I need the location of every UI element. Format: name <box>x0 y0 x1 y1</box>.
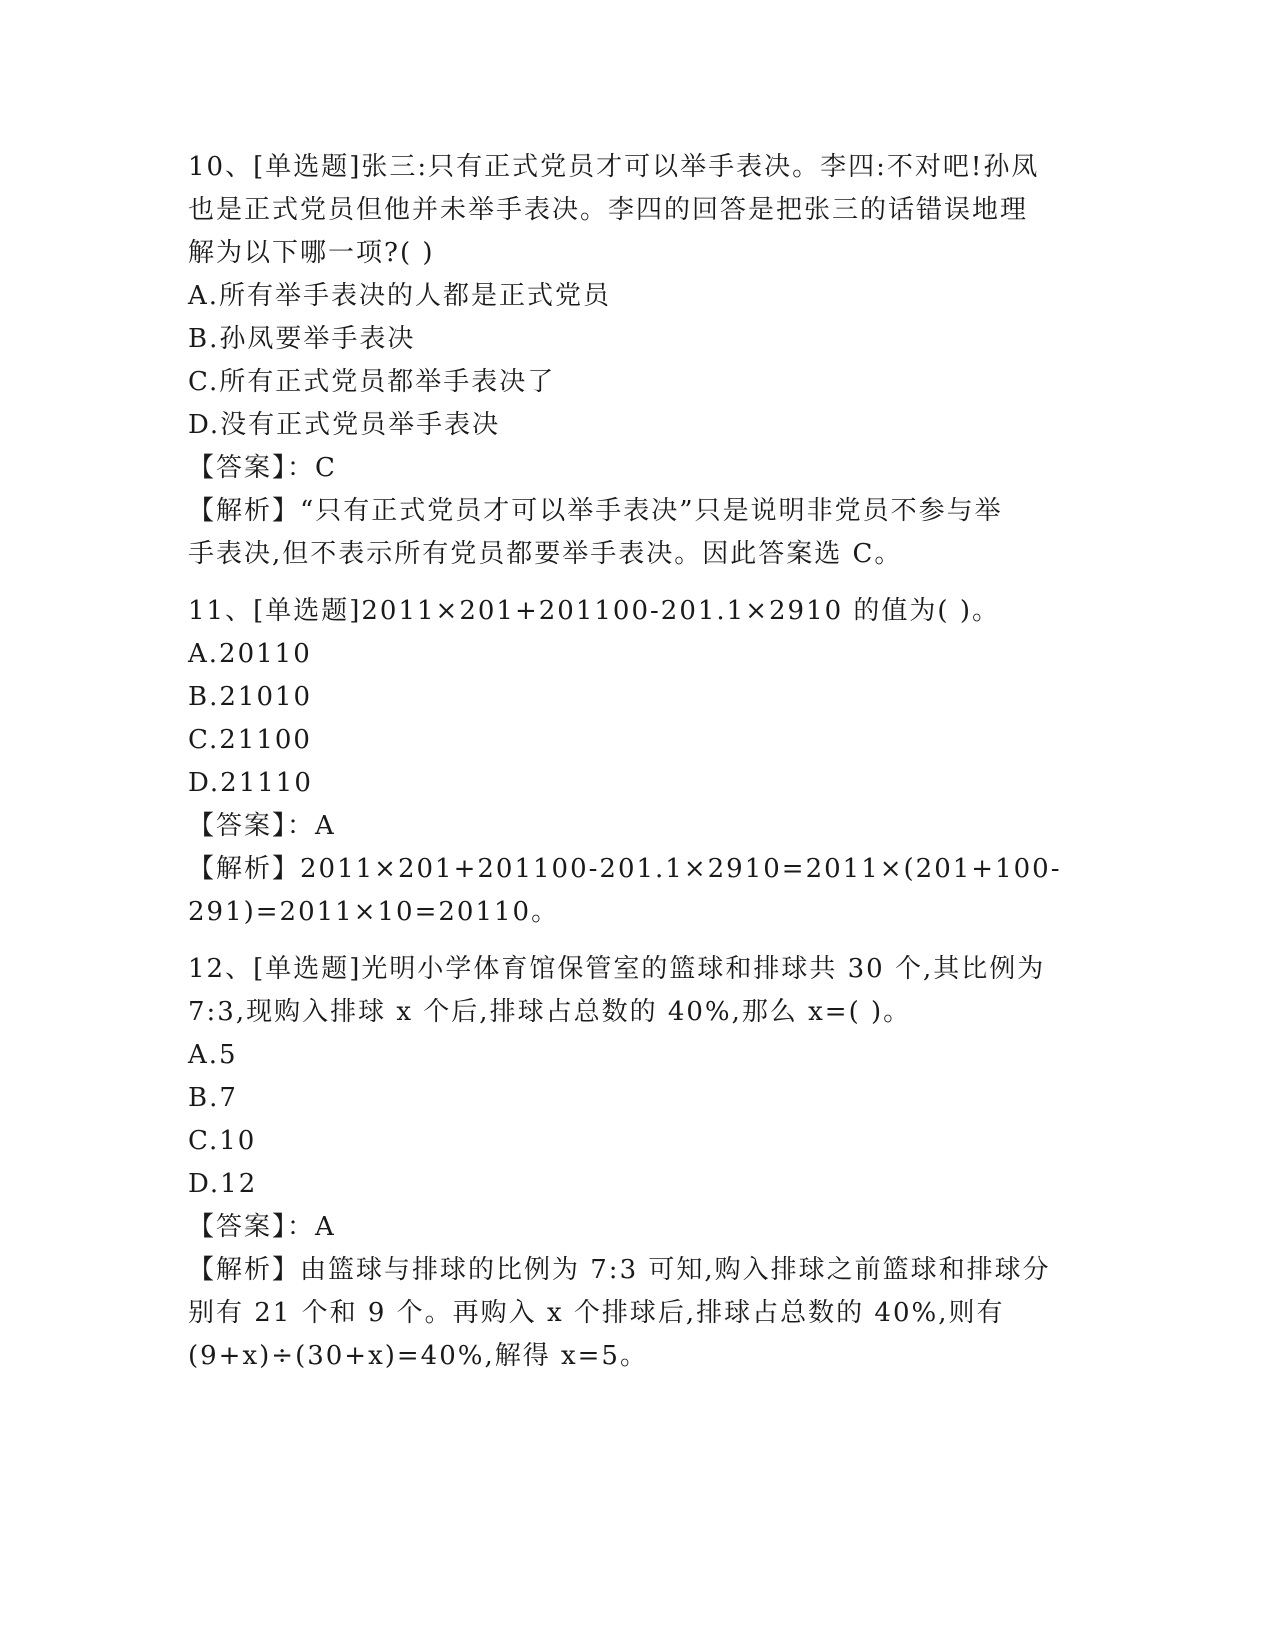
option-b: B.孙凤要举手表决 <box>188 324 416 354</box>
answer-line: 【答案】：A <box>188 811 336 841</box>
answer-line: 【答案】：A <box>188 1212 336 1242</box>
question-10 <box>188 146 1068 576</box>
analysis-line: 【解析】“只有正式党员才可以举手表决”只是说明非党员不参与举 <box>188 496 1003 526</box>
option-a: A.5 <box>188 1040 238 1070</box>
analysis-line: 别有 21 个和 9 个。再购入 x 个排球后,排球占总数的 40%,则有 <box>188 1298 1005 1328</box>
answer-line: 【答案】：C <box>188 453 337 483</box>
question-11 <box>188 590 1068 934</box>
document-page <box>188 146 1068 1378</box>
analysis-line: 【解析】2011×201+201100-201.1×2910=2011×(201+100- <box>188 854 1062 884</box>
analysis-line: 【解析】由篮球与排球的比例为 7:3 可知,购入排球之前篮球和排球分 <box>188 1255 1051 1285</box>
question-stem-line: 11、[单选题]2011×201+201100-201.1×2910 的值为( )。 <box>188 596 1000 626</box>
option-d: D.12 <box>188 1169 258 1199</box>
option-c: C.10 <box>188 1126 257 1156</box>
option-c: C.21100 <box>188 725 312 755</box>
analysis-line: (9+x)÷(30+x)=40%,解得 x=5。 <box>188 1341 648 1371</box>
option-c: C.所有正式党员都举手表决了 <box>188 367 556 397</box>
question-stem-line: 10、[单选题]张三:只有正式党员才可以举手表决。李四:不对吧!孙凤 <box>188 152 1040 182</box>
question-stem-line: 解为以下哪一项?( ) <box>188 238 435 268</box>
option-a: A.所有举手表决的人都是正式党员 <box>188 281 612 311</box>
option-b: B.21010 <box>188 682 313 712</box>
question-stem-line: 12、[单选题]光明小学体育馆保管室的篮球和排球共 30 个,其比例为 <box>188 954 1046 984</box>
option-d: D.21110 <box>188 768 313 798</box>
analysis-line: 291)=2011×10=20110。 <box>188 897 560 927</box>
option-a: A.20110 <box>188 639 312 669</box>
option-b: B.7 <box>188 1083 238 1113</box>
question-12 <box>188 948 1068 1378</box>
option-d: D.没有正式党员举手表决 <box>188 410 501 440</box>
question-stem-line: 也是正式党员但他并未举手表决。李四的回答是把张三的话错误地理 <box>188 195 1029 225</box>
analysis-line: 手表决,但不表示所有党员都要举手表决。因此答案选 C。 <box>188 539 903 569</box>
question-stem-line: 7:3,现购入排球 x 个后,排球占总数的 40%,那么 x=( )。 <box>188 997 912 1027</box>
